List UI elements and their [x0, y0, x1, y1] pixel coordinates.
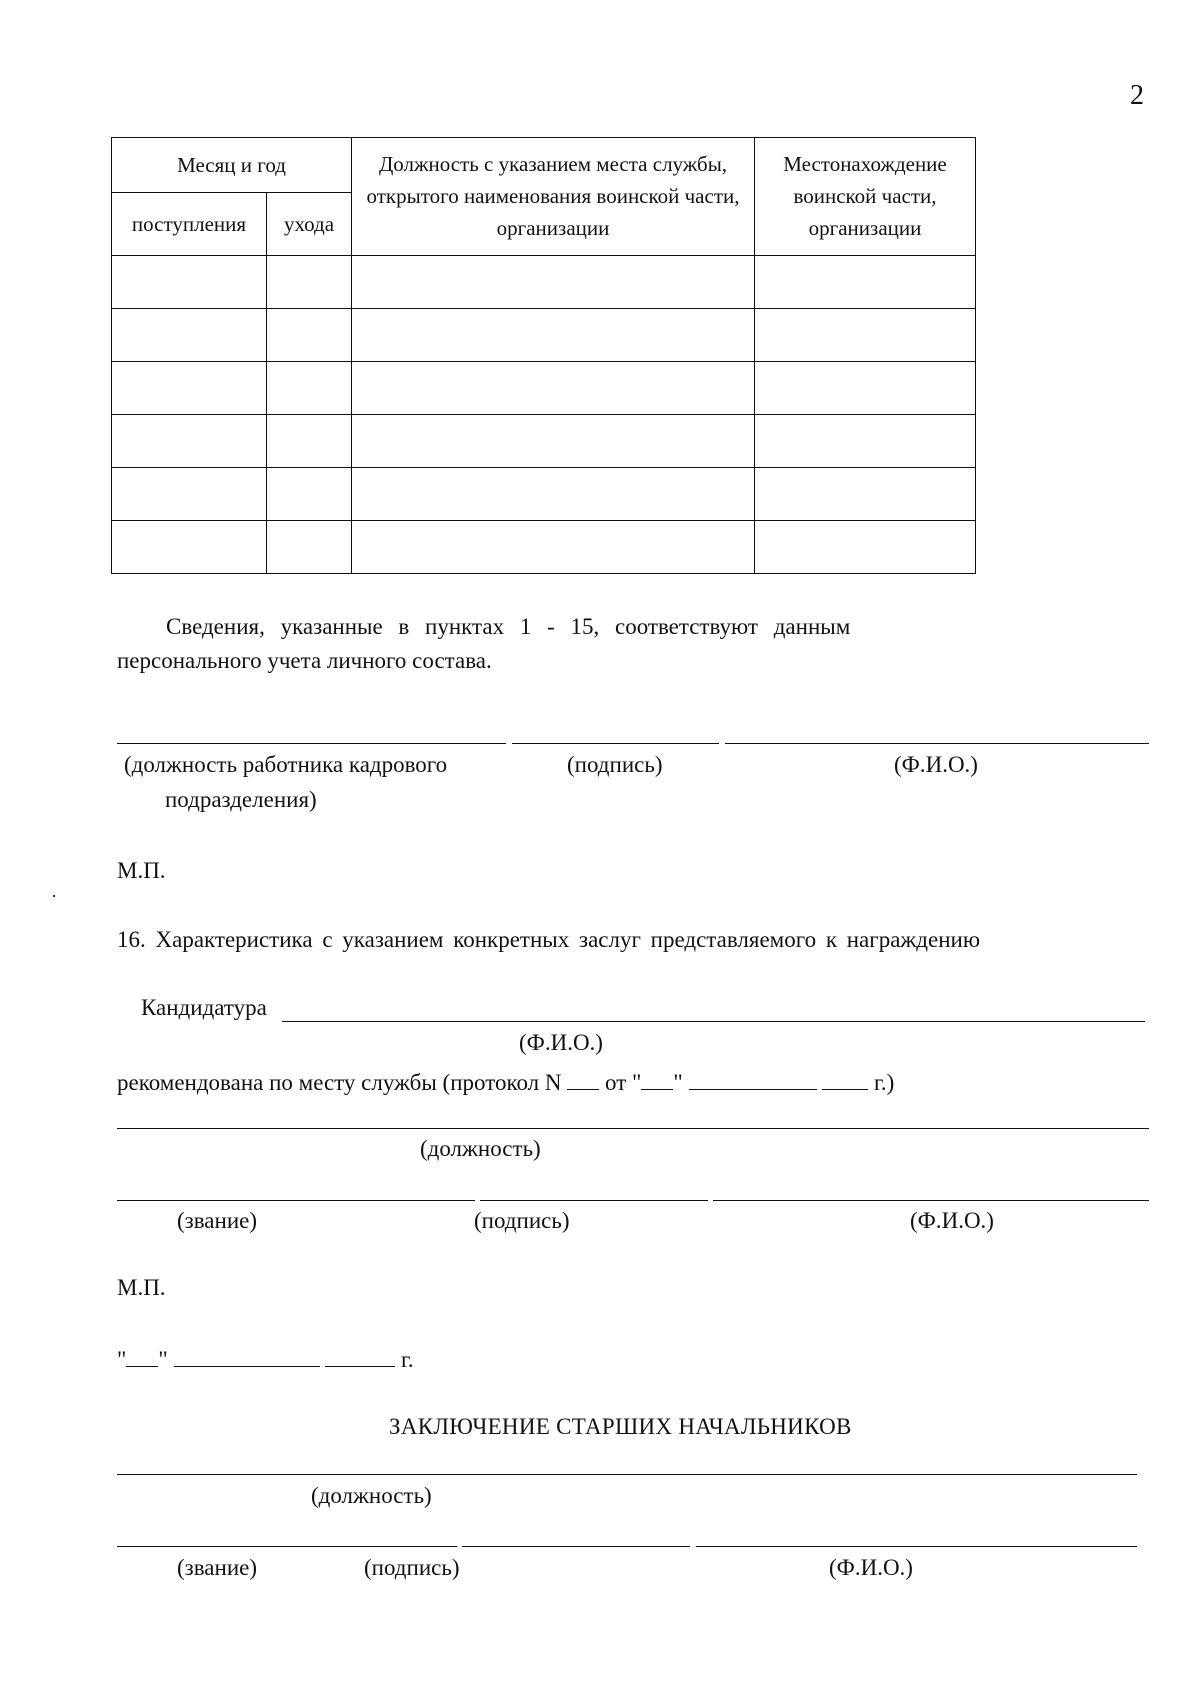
header-location: Местонахождение воинской части, организации	[755, 138, 976, 256]
cell-entry[interactable]	[112, 362, 267, 415]
hr-signature-line[interactable]	[512, 743, 719, 744]
cell-exit[interactable]	[267, 521, 352, 574]
stamp-mp-2: М.П.	[117, 1275, 166, 1300]
protocol-day-blank[interactable]	[641, 1067, 673, 1090]
date-year-suffix: г.	[401, 1347, 414, 1372]
header-exit: ухода	[267, 193, 352, 256]
hr-fio-line[interactable]	[725, 743, 1149, 744]
recommender-signature-line[interactable]	[480, 1200, 708, 1201]
hr-position-label: (должность работника кадрового	[124, 752, 448, 777]
cell-location[interactable]	[755, 256, 976, 309]
confirmation-line-1: Сведения, указанные в пунктах 1 - 15, соответствуют данным	[166, 614, 851, 639]
recommender-fio-label: (Ф.И.О.)	[910, 1208, 994, 1233]
cell-position[interactable]	[352, 309, 755, 362]
date-close-quote: "	[158, 1347, 168, 1372]
cell-exit[interactable]	[267, 468, 352, 521]
protocol-year-blank[interactable]	[822, 1067, 868, 1090]
recommender-fio-line[interactable]	[713, 1200, 1149, 1201]
cell-location[interactable]	[755, 362, 976, 415]
table-row	[112, 362, 976, 415]
cell-entry[interactable]	[112, 521, 267, 574]
recommender-rank-label: (звание)	[177, 1208, 257, 1233]
protocol-month-blank[interactable]	[689, 1067, 817, 1090]
cell-position[interactable]	[352, 256, 755, 309]
cell-location[interactable]	[755, 468, 976, 521]
candidacy-fio-line[interactable]	[282, 1021, 1145, 1022]
cell-exit[interactable]	[267, 362, 352, 415]
date-open-quote: "	[117, 1347, 127, 1372]
cell-exit[interactable]	[267, 309, 352, 362]
recommender-position-line[interactable]	[117, 1128, 1149, 1129]
candidacy-label: Кандидатура	[141, 995, 267, 1020]
senior-fio-line[interactable]	[696, 1546, 1137, 1547]
table-row	[112, 415, 976, 468]
cell-exit[interactable]	[267, 415, 352, 468]
recommender-position-label: (должность)	[420, 1136, 541, 1161]
date-year-blank[interactable]	[325, 1344, 395, 1367]
table-row	[112, 521, 976, 574]
senior-rank-label: (звание)	[177, 1555, 257, 1580]
cell-entry[interactable]	[112, 256, 267, 309]
header-entry: поступления	[112, 193, 267, 256]
cell-position[interactable]	[352, 362, 755, 415]
conclusion-title: ЗАКЛЮЧЕНИЕ СТАРШИХ НАЧАЛЬНИКОВ	[389, 1414, 852, 1439]
hr-position-label-2: подразделения)	[165, 787, 317, 812]
year-suffix: г.)	[874, 1070, 895, 1095]
header-position: Должность с указанием места службы, открытого наименования воинской части, организации	[352, 138, 755, 256]
senior-fio-label: (Ф.И.О.)	[829, 1555, 913, 1580]
cell-exit[interactable]	[267, 256, 352, 309]
recommended-prefix: рекомендована по месту службы (протокол N	[117, 1070, 562, 1095]
page-number: 2	[1130, 80, 1144, 111]
cell-entry[interactable]	[112, 415, 267, 468]
date-line	[117, 1344, 414, 1373]
senior-signature-label: (подпись)	[364, 1555, 460, 1580]
cell-position[interactable]	[352, 521, 755, 574]
cell-location[interactable]	[755, 415, 976, 468]
service-history-table	[111, 137, 976, 574]
senior-position-label: (должность)	[311, 1483, 432, 1508]
senior-signature-line[interactable]	[462, 1546, 690, 1547]
table-row	[112, 309, 976, 362]
table-row	[112, 256, 976, 309]
stamp-mp-1: М.П.	[117, 858, 166, 883]
senior-position-line[interactable]	[117, 1474, 1137, 1475]
recommendation-line	[117, 1067, 894, 1096]
cell-location[interactable]	[755, 309, 976, 362]
candidacy-fio-label: (Ф.И.О.)	[519, 1030, 603, 1055]
cell-position[interactable]	[352, 415, 755, 468]
cell-entry[interactable]	[112, 309, 267, 362]
cell-location[interactable]	[755, 521, 976, 574]
protocol-number-blank[interactable]	[567, 1067, 599, 1090]
cell-position[interactable]	[352, 468, 755, 521]
quote-close: "	[673, 1070, 683, 1095]
recommender-rank-line[interactable]	[117, 1200, 475, 1201]
date-month-blank[interactable]	[174, 1344, 320, 1367]
table-row	[112, 468, 976, 521]
header-month-year: Месяц и год	[112, 138, 352, 193]
section-16-title: 16. Характеристика с указанием конкретных заслуг представляемого к награждению	[117, 927, 980, 952]
cell-entry[interactable]	[112, 468, 267, 521]
senior-rank-line[interactable]	[117, 1546, 457, 1547]
date-day-blank[interactable]	[126, 1344, 158, 1367]
confirmation-line-2: персонального учета личного состава.	[117, 648, 492, 673]
hr-signature-label: (подпись)	[567, 752, 663, 777]
hr-fio-label: (Ф.И.О.)	[894, 752, 978, 777]
from-label: от "	[605, 1070, 642, 1095]
recommender-signature-label: (подпись)	[474, 1208, 570, 1233]
hr-position-line[interactable]	[117, 743, 506, 744]
scan-dot	[53, 895, 55, 897]
